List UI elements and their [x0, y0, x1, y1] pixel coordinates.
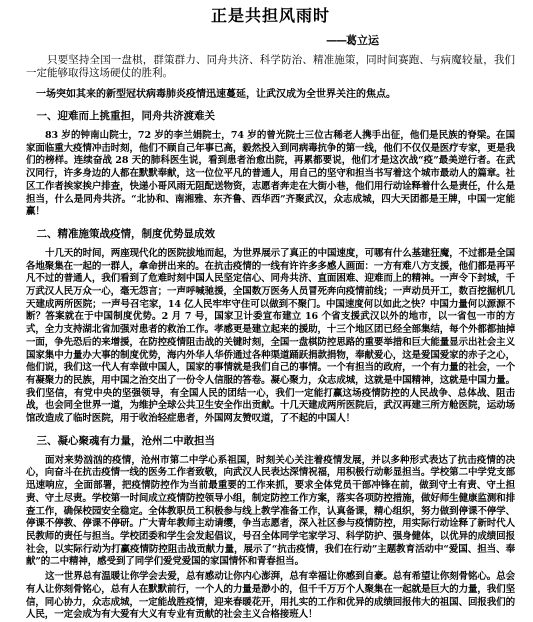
section-1	[26, 110, 515, 219]
section-heading: 三、凝心聚魂有力量，沧州二中敢担当	[36, 434, 215, 447]
section-heading: 二、精准施策战疫情，制度优势显成效	[36, 227, 215, 240]
intro-paragraph: 只要坚持全国一盘棋，群策群力、同舟共济、科学防治、精准施策，同时间赛跑、与病魔较量，我们一定能够取得这场硬仗的胜利。	[26, 54, 515, 79]
author-name: 葛立运	[346, 34, 379, 47]
section-heading: 一、迎难而上挑重担，同舟共济渡难关	[36, 110, 215, 122]
lead-paragraph: 一场突如其来的新型冠状病毒肺炎疫情迅速蔓延，让武汉成为全世界关注的焦点。	[36, 89, 396, 100]
author-line	[26, 32, 515, 50]
document-title: 正是共担风雨时	[210, 6, 330, 25]
author-dash: ——	[326, 34, 346, 47]
section-paragraph: 这一世界总有温暖让你学会去爱，总有感动让你内心澎湃，总有幸福让你感到自豪。总有希望让你刻骨铭心。总会有人让你刻骨铭心，总有人在默默前行，一个人的力量是渺小的，但千千万万个人聚集在一起就是巨大的力量，我们坚信，同心协力，众志成城，一定能战胜疫情，迎来春暖花开，用扎实的工作和优异的成绩回报伟大的祖国、回报我们的人民，一定会成为有大爱有大义有专业有贡献的社会主义合格接班人！	[26, 571, 516, 621]
section-paragraph: 十几天的时间，两座现代化的医院拔地而起，为世界展示了真正的中国速度，可哪有什么基建狂魔，不过都是全国各地聚集在一起的一群人，拿命拼出来的。在抗击疫情的一线有许许多多感人画面：一方有难八方支援，他们都是再平凡不过的普通人，我们看到了危难时刻中国人民坚定信心、同舟共济、直面困难、迎难而上的精神。一声令下封城，千万武汉人民万众一心，毫无怨言；一声呼喊驰援，全国数万医务人员冒死奔向疫情前线；一声动员开工，数百挖掘机几天建成两所医院；一声号召宅家，14 亿人民牢牢守住可以做到不聚门。中国速度何以如此之快？中国力量何以源源不断？答案就在于中国制度优势。2 月 7 号，国家卫计委宣布建立 16 个省支援武汉以外的地市，以一省包一市的方式，全力支持湖北省加强对患者的救治工作。孝感更是建立起来的援助，十三个地区团已经全部集结，每个外都都抽掉一面，争先恐后的来增援，在防控疫情阻击战的关键时刻，全国一盘棋防控思路的重要举措和巨大能量显示出社会主义国家集中力量办大事的制度优势，海内外华人华侨通过各种渠道踊跃捐款捐物，奉献爱心，这是爱国爱家的赤子之心，他们说，我们这一代人有幸做中国人，国家的事情就是我们自己的事情。一个有担当的政府，一个有力量的社会，一个有凝聚力的民族，用中国之治交出了一份令人信服的答卷。凝心聚力，众志成城，这就是中国精神，这就是中国力量。我们坚信，有党中央的坚强领导，有全国人民的团结一心，我们一定能打赢这场疫情防控的人民战争、总体战、阻击战，也会同全世界一道，为维护全球公共卫生安全作出贡献。十几天建成两所医院后，武汉再建三所方舱医院，运动场馆改造成了临时医院，用于收治轻症患者，外国网友赞叹道，了不起的中国人！	[26, 247, 516, 425]
section-3	[26, 435, 515, 622]
section-paragraph: 83 岁的钟南山院士，72 岁的李兰娟院士，74 岁的曾光院士三位古稀老人携手出征，他们是民族的脊梁。在国家面临重大疫情冲击时刻，他们不顾自己年事已高，毅然投入到同病毒抗争的第一线，他们不仅仅是医疗专家，更是我们的榜样。连续奋战 28 天的肺科医生说，看到患者治愈出院，再累都要说，他们才是这次战“疫”最美逆行者。在武汉同行，许多身边的人都在默默奉献，这一位位平凡的普通人，用自己的坚守和担当书写着这个城市最动人的篇章。社区工作者挨家挨户排查，快递小哥风雨无阻配送物资，志愿者奔走在大街小巷，他们用行动诠释着什么是责任，什么是担当，什么是同舟共济。“北协和、南湘雅、东齐鲁、西华西”齐聚武汉，众志成城，四大天团都是王牌，中国一定能赢！	[26, 130, 515, 218]
section-paragraph: 面对来势汹汹的疫情，沧州市第二中学心系祖国，时刻关心关注着疫情发展，并以多种形式表达了抗击疫情的决心，向奋斗在抗击疫情一线的医务工作者致敬，向武汉人民表达深情祝福，用积极行动彰显担当。学校第二中学党支部迅速响应，全面部署，把疫情防控作为当前最重要的工作来抓，要求全体党员干部冲锋在前，做到守土有责、守土担责、守土尽责。学校第一时间成立疫情防控领导小组，制定防控工作方案，落实各项防控措施，做好师生健康监测和排查工作，确保校园安全稳定。全体教职员工积极参与线上教学准备工作，认真备课，精心组织，努力做到停课不停学、停课不停教、停课不停研。广大青年教师主动请缨，争当志愿者，深入社区参与疫情防控，用实际行动诠释了新时代人民教师的责任与担当。学校团委和学生会发起倡议，号召全体同学宅家学习、科学防护、强身健体，以优异的成绩回报社会，以实际行动为打赢疫情防控阻击战贡献力量，展示了“抗击疫情，我们在行动”主题教育活动中“爱国、担当、奉献”的二中精神，感受到了同学们爱党爱国的家国情怀和青春担当。	[26, 454, 515, 568]
section-2	[26, 228, 515, 426]
